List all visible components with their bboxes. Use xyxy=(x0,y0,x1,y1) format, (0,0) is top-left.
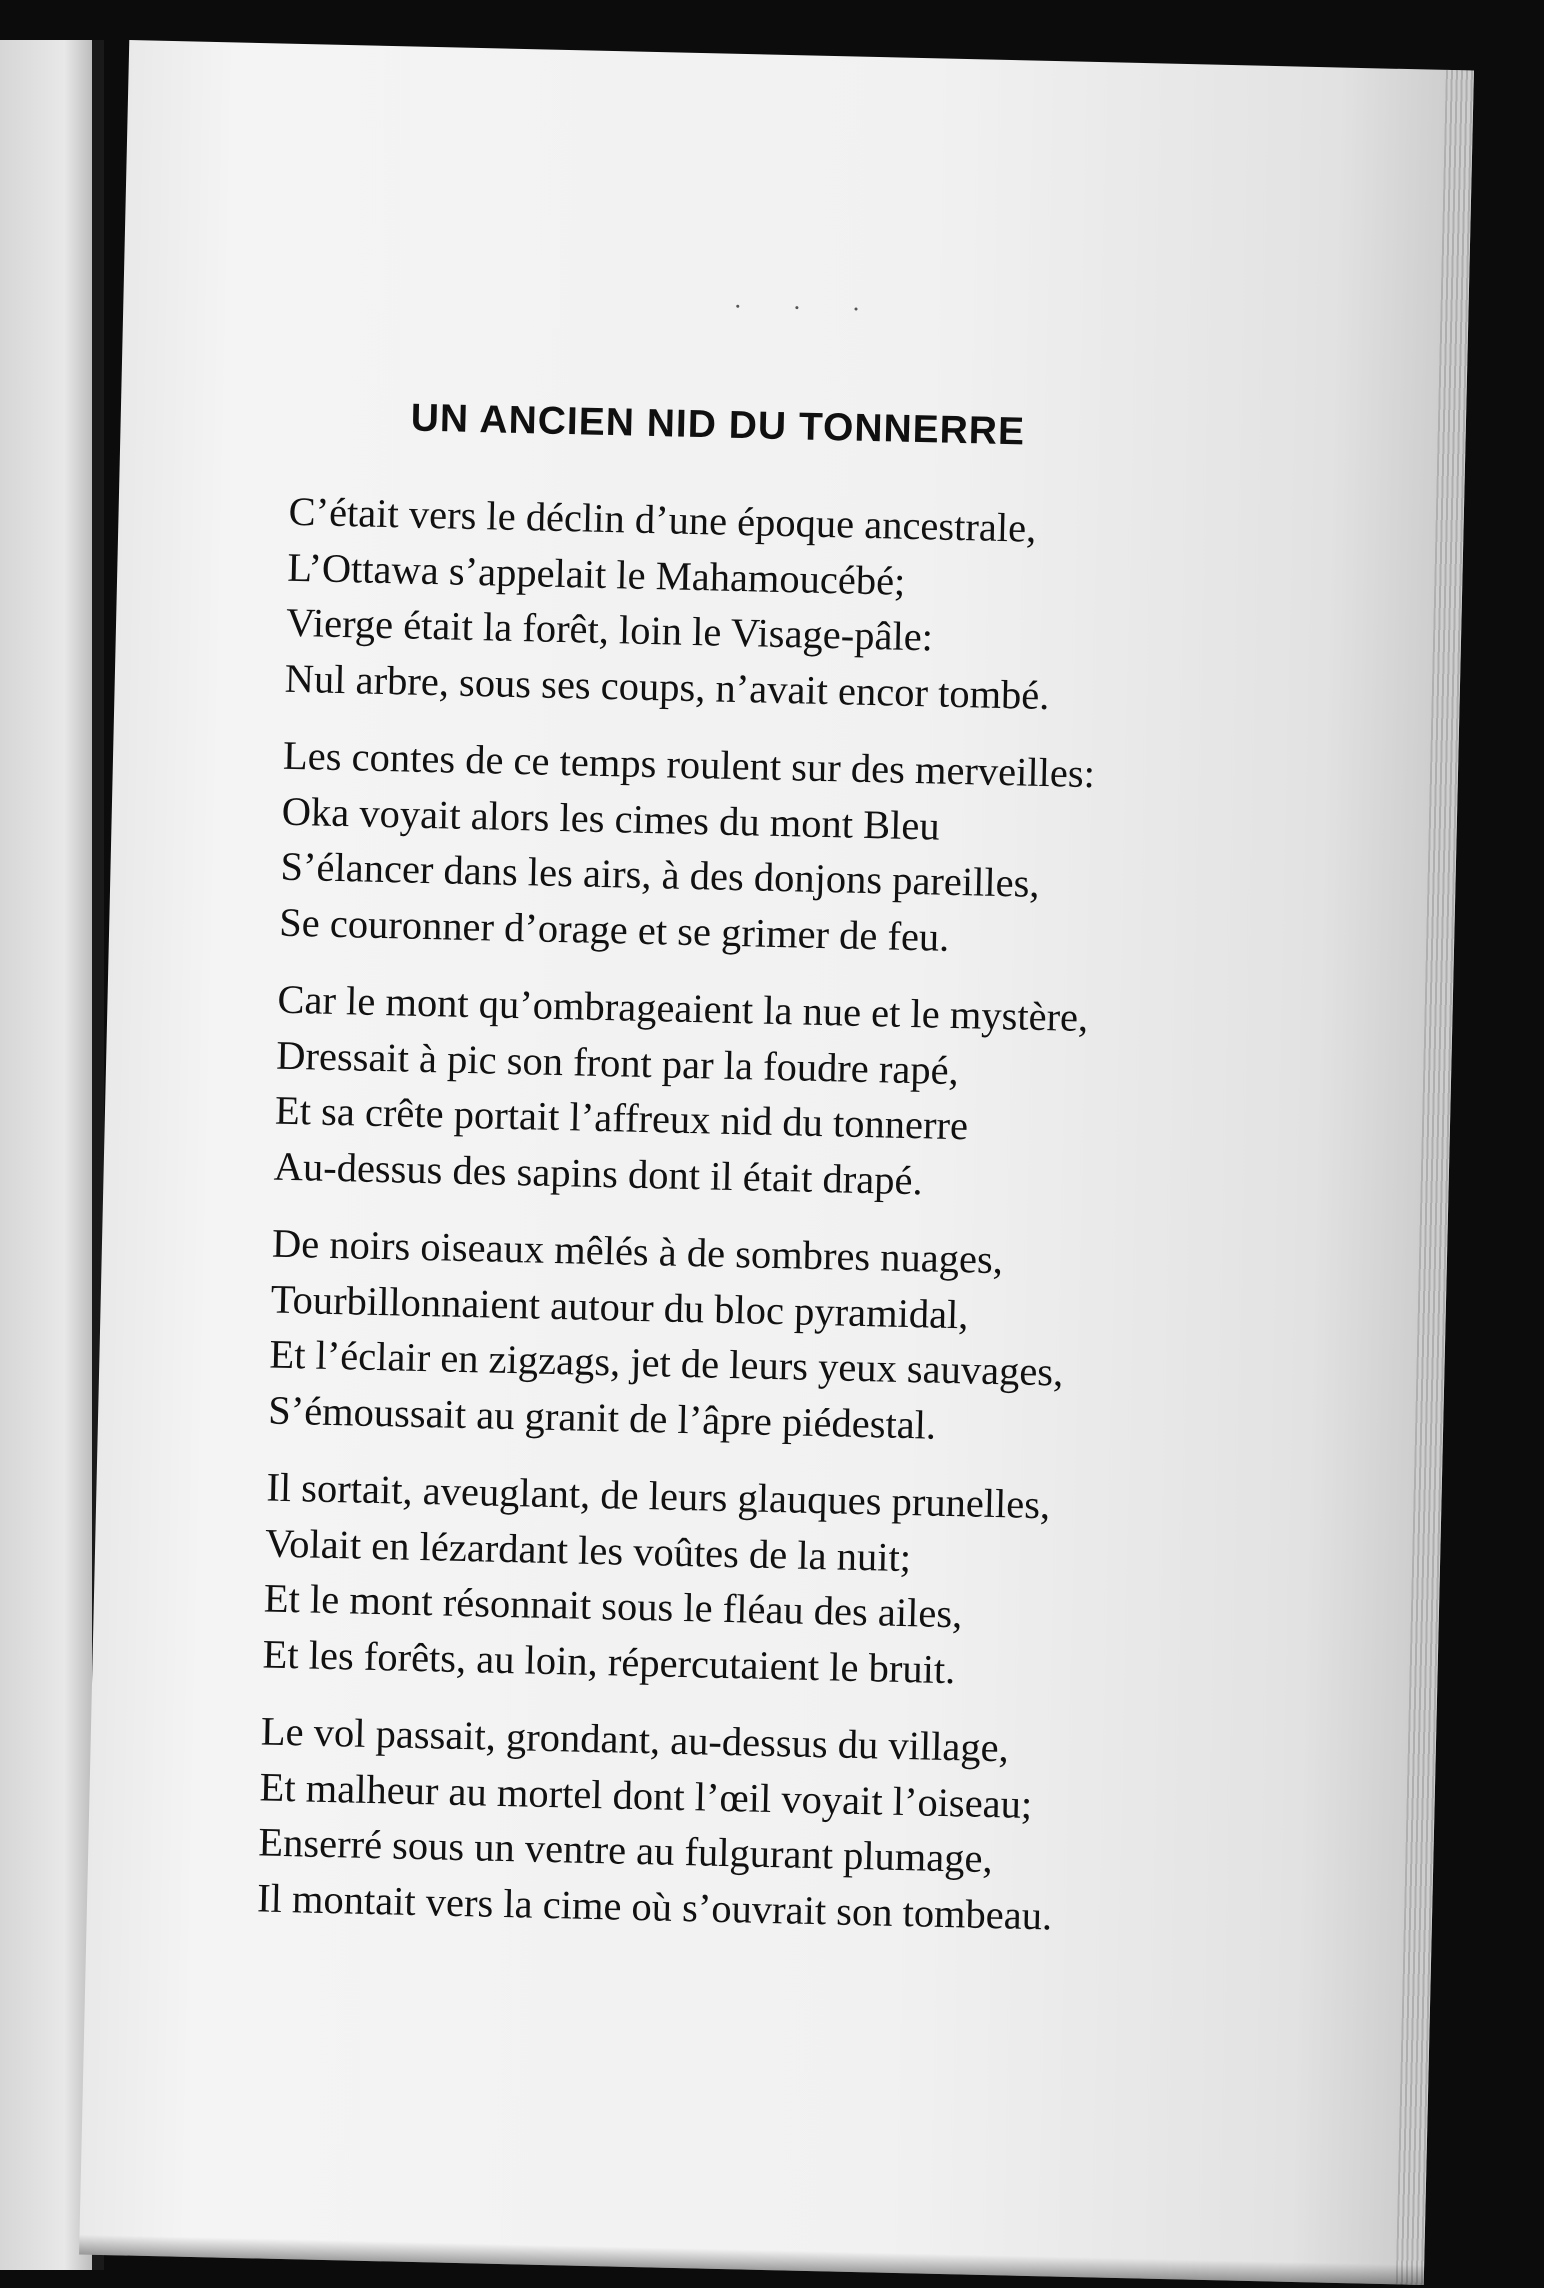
stanza xyxy=(284,484,1419,732)
verse-line: De noirs oiseaux mêlés à de sombres nuages, xyxy=(271,1220,1004,1283)
verse-line: Car le mont qu’ombrageaient la nue et le mystère, xyxy=(277,976,1089,1041)
verse-line: Il montait vers la cime où s’ouvrait son tombeau. xyxy=(256,1874,1053,1938)
page-bottom-shadow xyxy=(79,2234,1424,2285)
verse-line: S’émoussait au granit de l’âpre piédestal. xyxy=(267,1387,937,1448)
verse-line: Vierge était la forêt, loin le Visage-pâle: xyxy=(285,599,934,660)
verse-line: Il sortait, aveuglant, de leurs glauques prunelles, xyxy=(265,1464,1051,1528)
verse-line: Se couronner d’orage et se grimer de feu. xyxy=(278,899,950,960)
verse-line: Et les forêts, au loin, répercutaient le bruit. xyxy=(262,1630,956,1692)
verse-line: Et malheur au mortel dont l’œil voyait l’oiseau; xyxy=(259,1763,1033,1827)
stanza xyxy=(279,728,1414,976)
verse-line: Les contes de ce temps roulent sur des merveilles: xyxy=(282,732,1096,797)
verse-line: Volait en lézardant les voûtes de la nuit; xyxy=(264,1520,912,1580)
verse-line: C’était vers le déclin d’une époque ancestrale, xyxy=(288,488,1037,551)
verse-line: Tourbillonnaient autour du bloc pyramidal, xyxy=(270,1276,969,1337)
poem-title: UN ANCIEN NID DU TONNERRE xyxy=(410,396,1026,454)
stanza xyxy=(257,1703,1392,1951)
verse-line: L’Ottawa s’appelait le Mahamoucébé; xyxy=(286,544,906,604)
verse-line: Et le mont résonnait sous le fléau des ailes, xyxy=(263,1575,963,1637)
verse-line: Nul arbre, sous ses coups, n’avait encor tombé. xyxy=(284,655,1050,718)
left-page-edge xyxy=(0,40,92,2270)
verse-line: Oka voyait alors les cimes du mont Bleu xyxy=(281,788,941,849)
page-edge-shadow xyxy=(1396,70,1474,2285)
verse-line: Au-dessus des sapins dont il était drapé. xyxy=(273,1143,924,1203)
verse-line: Enserré sous un ventre au fulgurant plumage, xyxy=(257,1819,994,1882)
poem-body xyxy=(256,484,1419,1973)
verse-line: Et l’éclair en zigzags, jet de leurs yeux sauvages, xyxy=(269,1331,1064,1395)
bleed-through-marks: · · · xyxy=(733,291,883,325)
verse-line: Le vol passait, grondant, au-dessus du village, xyxy=(260,1708,1010,1771)
stanza xyxy=(268,1216,1403,1464)
stanza xyxy=(273,972,1408,1220)
book-page xyxy=(79,40,1474,2285)
verse-line: Dressait à pic son front par la foudre rapé, xyxy=(275,1032,960,1093)
verse-line: Et sa crête portait l’affreux nid du tonnerre xyxy=(274,1087,969,1149)
verse-line: S’élancer dans les airs, à des donjons pareilles, xyxy=(280,843,1041,906)
stanza xyxy=(262,1460,1397,1708)
